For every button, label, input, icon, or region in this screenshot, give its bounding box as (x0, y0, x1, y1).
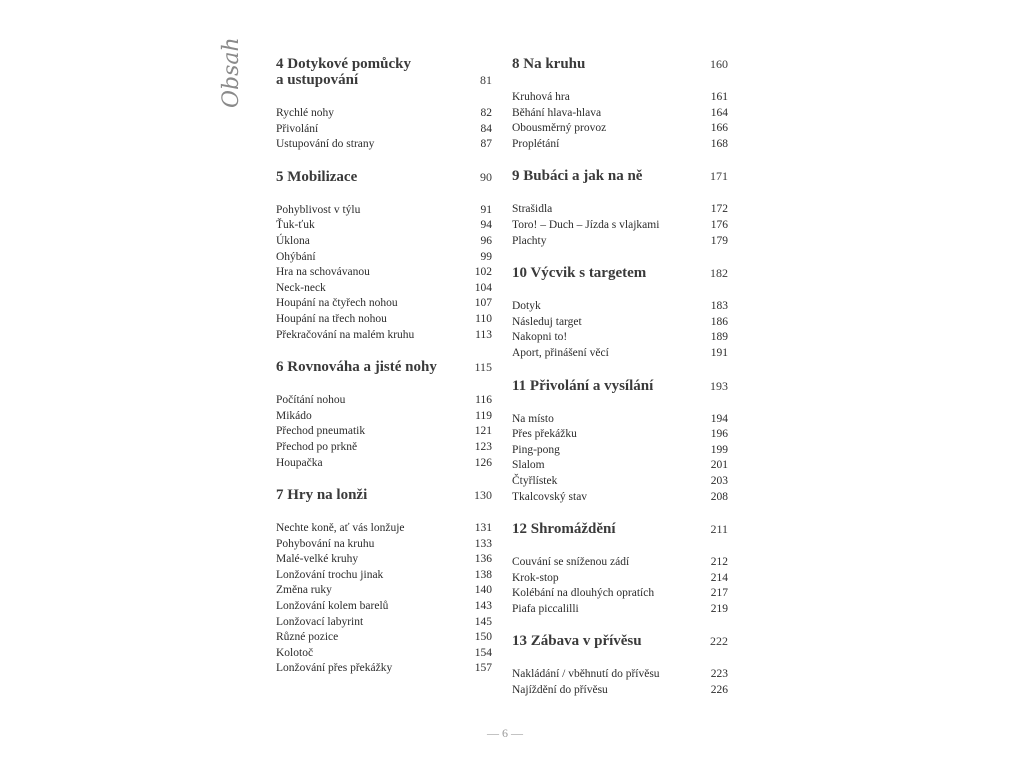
toc-entry-page: 87 (480, 138, 492, 151)
toc-entry-label: Přes překážku (512, 428, 577, 441)
toc-entry-page: 143 (474, 600, 492, 613)
toc-entry-page: 84 (480, 122, 492, 135)
toc-entry-label: Houpání na třech nohou (276, 312, 387, 325)
toc-entry (276, 424, 492, 440)
toc-entry-page: 196 (710, 428, 728, 441)
toc-entry-label: Rychlé nohy (276, 107, 334, 119)
toc-entry (512, 458, 728, 474)
toc-entry (512, 137, 728, 153)
toc-entry (512, 202, 728, 218)
toc-entry-label: Couvání se sníženou zádí (512, 556, 630, 569)
toc-entry-page: 138 (474, 568, 492, 581)
chapter-title-line: 6 Rovnováha a jisté nohy (276, 359, 437, 376)
toc-entry-page: 119 (475, 409, 492, 422)
toc-entry-page: 110 (475, 312, 492, 325)
toc-chapter (512, 265, 728, 361)
toc-entry-page: 186 (710, 315, 728, 328)
toc-chapter (276, 359, 492, 471)
toc-entry (276, 328, 492, 344)
toc-entry-label: Pohyblivost v týlu (276, 203, 361, 216)
toc-entry (276, 521, 492, 537)
toc-entry (276, 296, 492, 312)
toc-entry-label: Překračování na malém kruhu (276, 328, 415, 341)
toc-entry (276, 234, 492, 250)
toc-entry-page: 133 (474, 537, 492, 550)
toc-entry (276, 409, 492, 425)
chapter-title-line: 10 Výcvik s targetem (512, 265, 647, 282)
chapter-page-number: 81 (480, 73, 492, 87)
chapter-title (512, 168, 642, 184)
toc-entry-label: Ping-pong (512, 443, 560, 456)
toc-entry (512, 234, 728, 250)
toc-entry (512, 602, 728, 618)
chapter-page-number: 193 (710, 378, 728, 393)
toc-entry-label: Úklona (276, 234, 310, 247)
toc-entry (512, 90, 728, 106)
toc-entry-page: 189 (710, 331, 728, 344)
chapter-entries (276, 203, 492, 343)
toc-entry-label: Přechod pneumatik (276, 425, 366, 438)
toc-entry-label: Neck-neck (276, 281, 326, 294)
toc-entry-page: 203 (710, 474, 728, 487)
toc-entry-label: Počítání nohou (276, 394, 346, 407)
toc-entry-label: Houpání na čtyřech nohou (276, 297, 398, 310)
chapter-page-number: 211 (710, 522, 728, 537)
toc-entry (276, 106, 492, 122)
toc-chapter (512, 56, 728, 152)
toc-entry-page: 164 (710, 106, 728, 119)
toc-entry (276, 599, 492, 615)
chapter-entries (512, 667, 728, 698)
toc-entry (276, 122, 492, 138)
toc-entry (276, 393, 492, 409)
toc-entry-label: Kruhová hra (512, 91, 570, 103)
toc-entry-page: 123 (474, 440, 492, 453)
toc-entry (276, 583, 492, 599)
chapter-title-line: 4 Dotykové pomůcky (276, 56, 412, 72)
toc-entry (512, 330, 728, 346)
side-title: Obsah (219, 37, 244, 108)
chapter-title (512, 633, 642, 649)
toc-entry (276, 552, 492, 568)
chapter-title-line: 13 Zábava v přívěsu (512, 633, 642, 650)
toc-entry-page: 102 (474, 266, 492, 279)
toc-entry-label: Lonžování trochu jinak (276, 568, 384, 581)
toc-entry-page: 91 (480, 203, 492, 216)
chapter-heading (512, 168, 728, 184)
toc-entry-label: Lonžování přes překážky (276, 662, 393, 675)
chapter-heading (276, 169, 492, 185)
toc-entry-label: Přivolání (276, 122, 319, 135)
toc-entry (512, 667, 728, 683)
toc-entry-label: Kolébání na dlouhých opratích (512, 587, 655, 600)
chapter-page-number: 182 (710, 266, 728, 281)
toc-entry-page: 107 (474, 297, 492, 310)
toc-chapter (512, 378, 728, 506)
toc-entry (276, 281, 492, 297)
toc-entry (276, 440, 492, 456)
toc-entry-label: Změna ruky (276, 584, 332, 597)
toc-entry-page: 194 (710, 412, 728, 425)
toc-entry (276, 312, 492, 328)
toc-entry (276, 630, 492, 646)
toc-entry-label: Najíždění do přívěsu (512, 684, 608, 697)
toc-entry-page: 166 (710, 122, 728, 135)
toc-entry-label: Toro! – Duch – Jízda s vlajkami (512, 218, 660, 231)
toc-entry (512, 586, 728, 602)
chapter-heading (512, 378, 728, 394)
page-number: — 6 — (487, 726, 523, 740)
chapter-heading (512, 633, 728, 649)
chapter-page-number: 90 (480, 169, 492, 184)
chapter-page-number: 115 (474, 360, 492, 375)
toc-chapter (276, 169, 492, 343)
toc-entry-page: 140 (474, 584, 492, 597)
toc-entry-page: 176 (710, 218, 728, 231)
toc-entry (512, 490, 728, 506)
chapter-title-line: 7 Hry na lonži (276, 487, 368, 504)
toc-entry-page: 154 (474, 646, 492, 659)
toc-entry-label: Na místo (512, 412, 554, 425)
toc-entry (512, 121, 728, 137)
toc-entry-label: Nakládání / vběhnutí do přívěsu (512, 668, 660, 681)
chapter-title (276, 56, 411, 88)
chapter-page-number: 171 (710, 169, 728, 184)
chapter-entries (512, 299, 728, 361)
toc-entry-page: 161 (710, 91, 728, 103)
toc-left-column (276, 56, 492, 693)
toc-entry-label: Houpačka (276, 456, 323, 469)
toc-entry (512, 299, 728, 315)
toc-entry-label: Slalom (512, 459, 545, 472)
chapter-title-line: 12 Shromáždění (512, 521, 616, 538)
toc-entry-label: Nakopni to! (512, 331, 568, 344)
chapter-title (512, 521, 615, 537)
chapter-title (276, 359, 437, 375)
toc-right-column (512, 56, 728, 715)
toc-entry (512, 218, 728, 234)
toc-entry (276, 456, 492, 472)
toc-entry-page: 191 (710, 346, 728, 359)
toc-entry-label: Aport, přinášení věcí (512, 346, 609, 359)
toc-entry-label: Následuj target (512, 315, 582, 328)
toc-entry-page: 145 (474, 615, 492, 628)
toc-entry (276, 537, 492, 553)
toc-entry-page: 113 (475, 328, 492, 341)
toc-entry-page: 208 (710, 490, 728, 503)
chapter-title (276, 487, 367, 503)
toc-entry-label: Kolotoč (276, 646, 314, 659)
chapter-title (512, 56, 585, 72)
toc-entry (276, 615, 492, 631)
toc-entry-label: Dotyk (512, 300, 541, 313)
toc-entry-page: 116 (475, 394, 492, 407)
chapter-heading (512, 56, 728, 72)
chapter-entries (276, 106, 492, 153)
chapter-entries (512, 202, 728, 249)
chapter-page-number: 222 (710, 634, 728, 649)
toc-entry-page: 104 (474, 281, 492, 294)
toc-entry-page: 157 (474, 662, 492, 675)
chapter-heading (512, 521, 728, 537)
toc-chapter (276, 56, 492, 153)
toc-entry-label: Nechte koně, ať vás lonžuje (276, 522, 405, 535)
toc-entry (512, 555, 728, 571)
toc-entry-label: Přechod po prkně (276, 440, 358, 453)
chapter-entries (276, 393, 492, 471)
toc-entry-page: 168 (710, 137, 728, 150)
toc-entry-page: 179 (710, 234, 728, 247)
toc-entry-label: Lonžování kolem barelů (276, 600, 389, 613)
toc-entry-label: Ťuk-ťuk (276, 219, 315, 232)
chapter-heading (512, 265, 728, 281)
toc-entry (276, 218, 492, 234)
toc-entry (512, 106, 728, 122)
toc-entry-label: Různé pozice (276, 631, 339, 644)
toc-entry (512, 346, 728, 362)
toc-entry (512, 474, 728, 490)
toc-entry-page: 126 (474, 456, 492, 469)
chapter-title (512, 265, 646, 281)
toc-entry-page: 199 (710, 443, 728, 456)
toc-chapter (512, 633, 728, 698)
toc-entry (276, 661, 492, 677)
chapter-title-line: 8 Na kruhu (512, 56, 586, 72)
toc-entry-label: Obousměrný provoz (512, 122, 607, 135)
toc-entry-label: Pohybování na kruhu (276, 537, 375, 550)
toc-entry (276, 250, 492, 266)
toc-chapter (512, 521, 728, 617)
toc-entry-label: Ustupování do strany (276, 138, 375, 151)
toc-entry-label: Čtyřlístek (512, 474, 558, 487)
toc-entry (512, 412, 728, 428)
chapter-entries (512, 555, 728, 617)
chapter-entries (512, 412, 728, 506)
toc-entry (512, 443, 728, 459)
toc-entry-label: Běhání hlava-hlava (512, 106, 602, 119)
toc-entry-page: 99 (480, 250, 492, 263)
toc-entry-label: Tkalcovský stav (512, 490, 588, 503)
toc-entry-page: 217 (710, 587, 728, 600)
toc-entry-page: 219 (710, 602, 728, 615)
toc-entry (512, 315, 728, 331)
chapter-title (276, 169, 357, 185)
toc-entry-label: Mikádo (276, 409, 312, 422)
toc-entry-label: Plachty (512, 234, 547, 247)
toc-entry-page: 212 (710, 556, 728, 569)
chapter-entries (512, 90, 728, 152)
toc-entry-page: 82 (480, 107, 492, 119)
chapter-page-number: 130 (474, 488, 492, 503)
chapter-title-line: a ustupování (276, 72, 359, 88)
toc-entry (276, 203, 492, 219)
toc-entry (276, 646, 492, 662)
toc-entry (276, 568, 492, 584)
toc-entry-label: Lonžovací labyrint (276, 615, 364, 628)
toc-entry-page: 94 (480, 219, 492, 232)
toc-chapter (276, 487, 492, 677)
toc-entry-label: Malé-velké kruhy (276, 553, 359, 566)
toc-entry (276, 137, 492, 153)
toc-chapter (512, 168, 728, 249)
toc-entry-label: Proplétání (512, 137, 560, 150)
toc-entry (512, 683, 728, 699)
toc-entry-page: 201 (710, 459, 728, 472)
toc-entry-page: 214 (710, 571, 728, 584)
toc-entry-label: Piafa piccalilli (512, 602, 579, 615)
toc-entry-page: 96 (480, 234, 492, 247)
chapter-heading (276, 487, 492, 503)
toc-entry-page: 223 (710, 668, 728, 681)
toc-entry-page: 150 (474, 631, 492, 644)
toc-entry-label: Hra na schovávanou (276, 266, 370, 279)
toc-entry-page: 131 (474, 522, 492, 535)
toc-entry (512, 427, 728, 443)
chapter-title-line: 9 Bubáci a jak na ně (512, 168, 643, 185)
toc-entry (512, 571, 728, 587)
chapter-heading (276, 359, 492, 375)
chapter-heading (276, 56, 492, 88)
chapter-title-line: 11 Přivolání a vysílání (512, 377, 654, 394)
chapter-title-line: 5 Mobilizace (276, 168, 358, 185)
toc-entry-label: Strašidla (512, 203, 553, 216)
toc-entry-page: 136 (474, 553, 492, 566)
toc-entry (276, 265, 492, 281)
chapter-page-number: 160 (710, 57, 728, 71)
toc-entry-label: Ohýbání (276, 250, 316, 263)
toc-entry-page: 183 (710, 300, 728, 313)
chapter-title (512, 378, 653, 394)
toc-entry-page: 121 (474, 425, 492, 438)
chapter-entries (276, 521, 492, 677)
toc-entry-page: 172 (710, 203, 728, 216)
toc-entry-page: 226 (710, 684, 728, 697)
toc-entry-label: Krok-stop (512, 571, 559, 584)
